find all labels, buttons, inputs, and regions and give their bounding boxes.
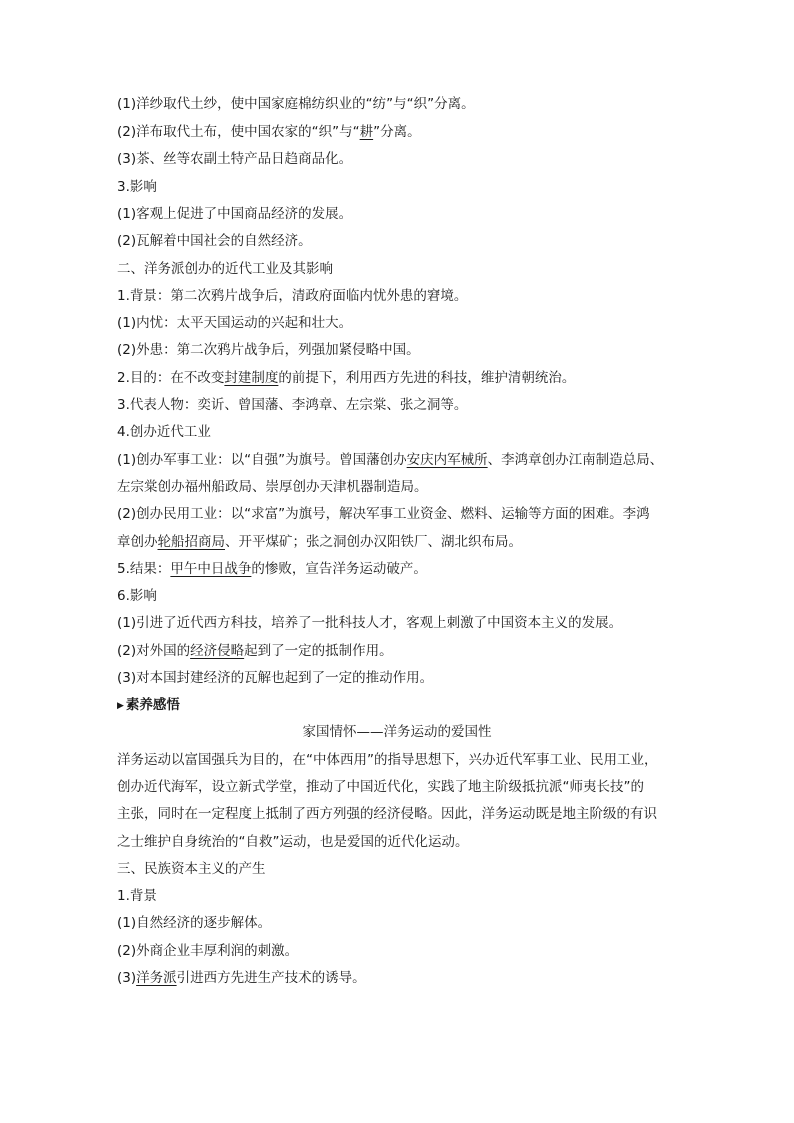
- text-segment: 4.创办近代工业: [117, 424, 211, 440]
- line-30: [117, 913, 697, 933]
- section-heading: 二、洋务派创办的近代工业及其影响: [117, 261, 333, 277]
- line-31: [117, 941, 697, 961]
- line-26: [117, 804, 697, 824]
- text-segment: 起到了一定的抵制作用。: [244, 643, 393, 659]
- line-10: [117, 368, 697, 388]
- line-8: [117, 313, 697, 333]
- line-2: [117, 149, 697, 169]
- line-17: [117, 559, 697, 579]
- text-segment: 的惨败，宣告洋务运动破产。: [251, 561, 427, 577]
- text-segment: 、开平煤矿；张之洞创办汉阳铁厂、湖北织布局。: [225, 534, 522, 550]
- line-6: [117, 259, 697, 279]
- line-15: [117, 504, 697, 524]
- underlined-term: 耕: [359, 124, 374, 140]
- text-segment: 、李鸿章创办江南制造总局、: [487, 452, 664, 468]
- text-segment: 洋务运动以富国强兵为目的，在“中体西用”的指导思想下，兴办近代军事工业、民用工业，: [117, 752, 658, 768]
- text-segment: ”分离。: [373, 124, 421, 140]
- line-9: [117, 340, 697, 360]
- line-14: [117, 477, 697, 497]
- text-segment: 6.影响: [117, 588, 157, 604]
- line-11: [117, 395, 697, 415]
- text-segment: (2)洋布取代土布，使中国农家的“织”与“: [117, 124, 360, 140]
- line-12: [117, 422, 697, 442]
- line-22: [117, 695, 697, 717]
- text-segment: (2)外商企业丰厚利润的刺激。: [117, 943, 299, 959]
- line-28: [117, 859, 697, 879]
- text-segment: 主张，同时在一定程度上抵制了西方列强的经济侵略。因此，洋务运动既是地主阶级的有识: [117, 806, 657, 822]
- text-segment: (3)对本国封建经济的瓦解也起到了一定的推动作用。: [117, 670, 434, 686]
- underlined-term: 甲午中日战争: [170, 561, 252, 577]
- text-segment: (3)茶、丝等农副土特产品日趋商品化。: [117, 151, 353, 167]
- text-segment: 3.影响: [117, 179, 157, 195]
- line-7: [117, 286, 697, 306]
- line-32: [117, 968, 697, 988]
- line-19: [117, 613, 697, 633]
- underlined-term: 轮船招商局: [157, 534, 225, 550]
- line-1: [117, 122, 697, 142]
- text-segment: (2)外患：第二次鸦片战争后，列强加紧侵略中国。: [117, 342, 420, 358]
- line-27: [117, 832, 697, 852]
- text-segment: (1)客观上促进了中国商品经济的发展。: [117, 206, 353, 222]
- text-segment: (2)对外国的: [117, 643, 191, 659]
- line-25: [117, 777, 697, 797]
- text-segment: 3.代表人物：奕䜣、曾国藩、李鸿章、左宗棠、张之洞等。: [117, 397, 468, 413]
- text-segment: 5.结果：: [117, 561, 171, 577]
- text-segment: (1)引进了近代西方科技，培养了一批科技人才，客观上刺激了中国资本主义的发展。: [117, 615, 623, 631]
- triangle-bullet-icon: ▶: [117, 701, 124, 711]
- text-segment: (1)洋纱取代土纱，使中国家庭棉纺织业的“纺”与“织”分离。: [117, 96, 475, 112]
- line-16: [117, 532, 697, 552]
- underlined-term: 洋务派: [136, 970, 177, 986]
- insight-title: 家国情怀——洋务运动的爱国性: [302, 724, 492, 740]
- line-3: [117, 177, 697, 197]
- line-0: [117, 94, 697, 114]
- text-segment: 之士维护自身统治的“自救”运动，也是爱国的近代化运动。: [117, 834, 469, 850]
- text-segment: (1)创办军事工业：以“自强”为旗号。曾国藩创办: [117, 452, 407, 468]
- underlined-term: 安庆内军械所: [406, 452, 488, 468]
- text-segment: 引进西方先进生产技术的诱导。: [176, 970, 366, 986]
- insight-label: 素养感悟: [125, 697, 180, 713]
- line-23: [0, 722, 794, 742]
- text-segment: (2)创办民用工业：以“求富”为旗号，解决军事工业资金、燃料、运输等方面的困难。李鸿: [117, 506, 650, 522]
- underlined-term: 封建制度: [224, 370, 279, 386]
- text-segment: (3): [117, 970, 137, 986]
- text-segment: 2.目的：在不改变: [117, 370, 225, 386]
- text-segment: (1)自然经济的逐步解体。: [117, 915, 272, 931]
- line-5: [117, 231, 697, 251]
- line-21: [117, 668, 697, 688]
- text-segment: 章创办: [117, 534, 158, 550]
- line-13: [117, 450, 697, 470]
- text-segment: 左宗棠创办福州船政局、崇厚创办天津机器制造局。: [117, 479, 428, 495]
- text-segment: 的前提下，利用西方先进的科技，维护清朝统治。: [278, 370, 576, 386]
- line-18: [117, 586, 697, 606]
- text-segment: (1)内忧：太平天国运动的兴起和壮大。: [117, 315, 353, 331]
- text-segment: 1.背景：第二次鸦片战争后，清政府面临内忧外患的窘境。: [117, 288, 468, 304]
- text-segment: 1.背景: [117, 888, 157, 904]
- line-29: [117, 886, 697, 906]
- line-20: [117, 641, 697, 661]
- line-24: [117, 750, 697, 770]
- text-segment: (2)瓦解着中国社会的自然经济。: [117, 233, 312, 249]
- line-4: [117, 204, 697, 224]
- section-heading: 三、民族资本主义的产生: [117, 861, 266, 877]
- text-segment: 创办近代海军，设立新式学堂，推动了中国近代化，实践了地主阶级抵抗派“师夷长技”的: [117, 779, 644, 795]
- underlined-term: 经济侵略: [190, 643, 245, 659]
